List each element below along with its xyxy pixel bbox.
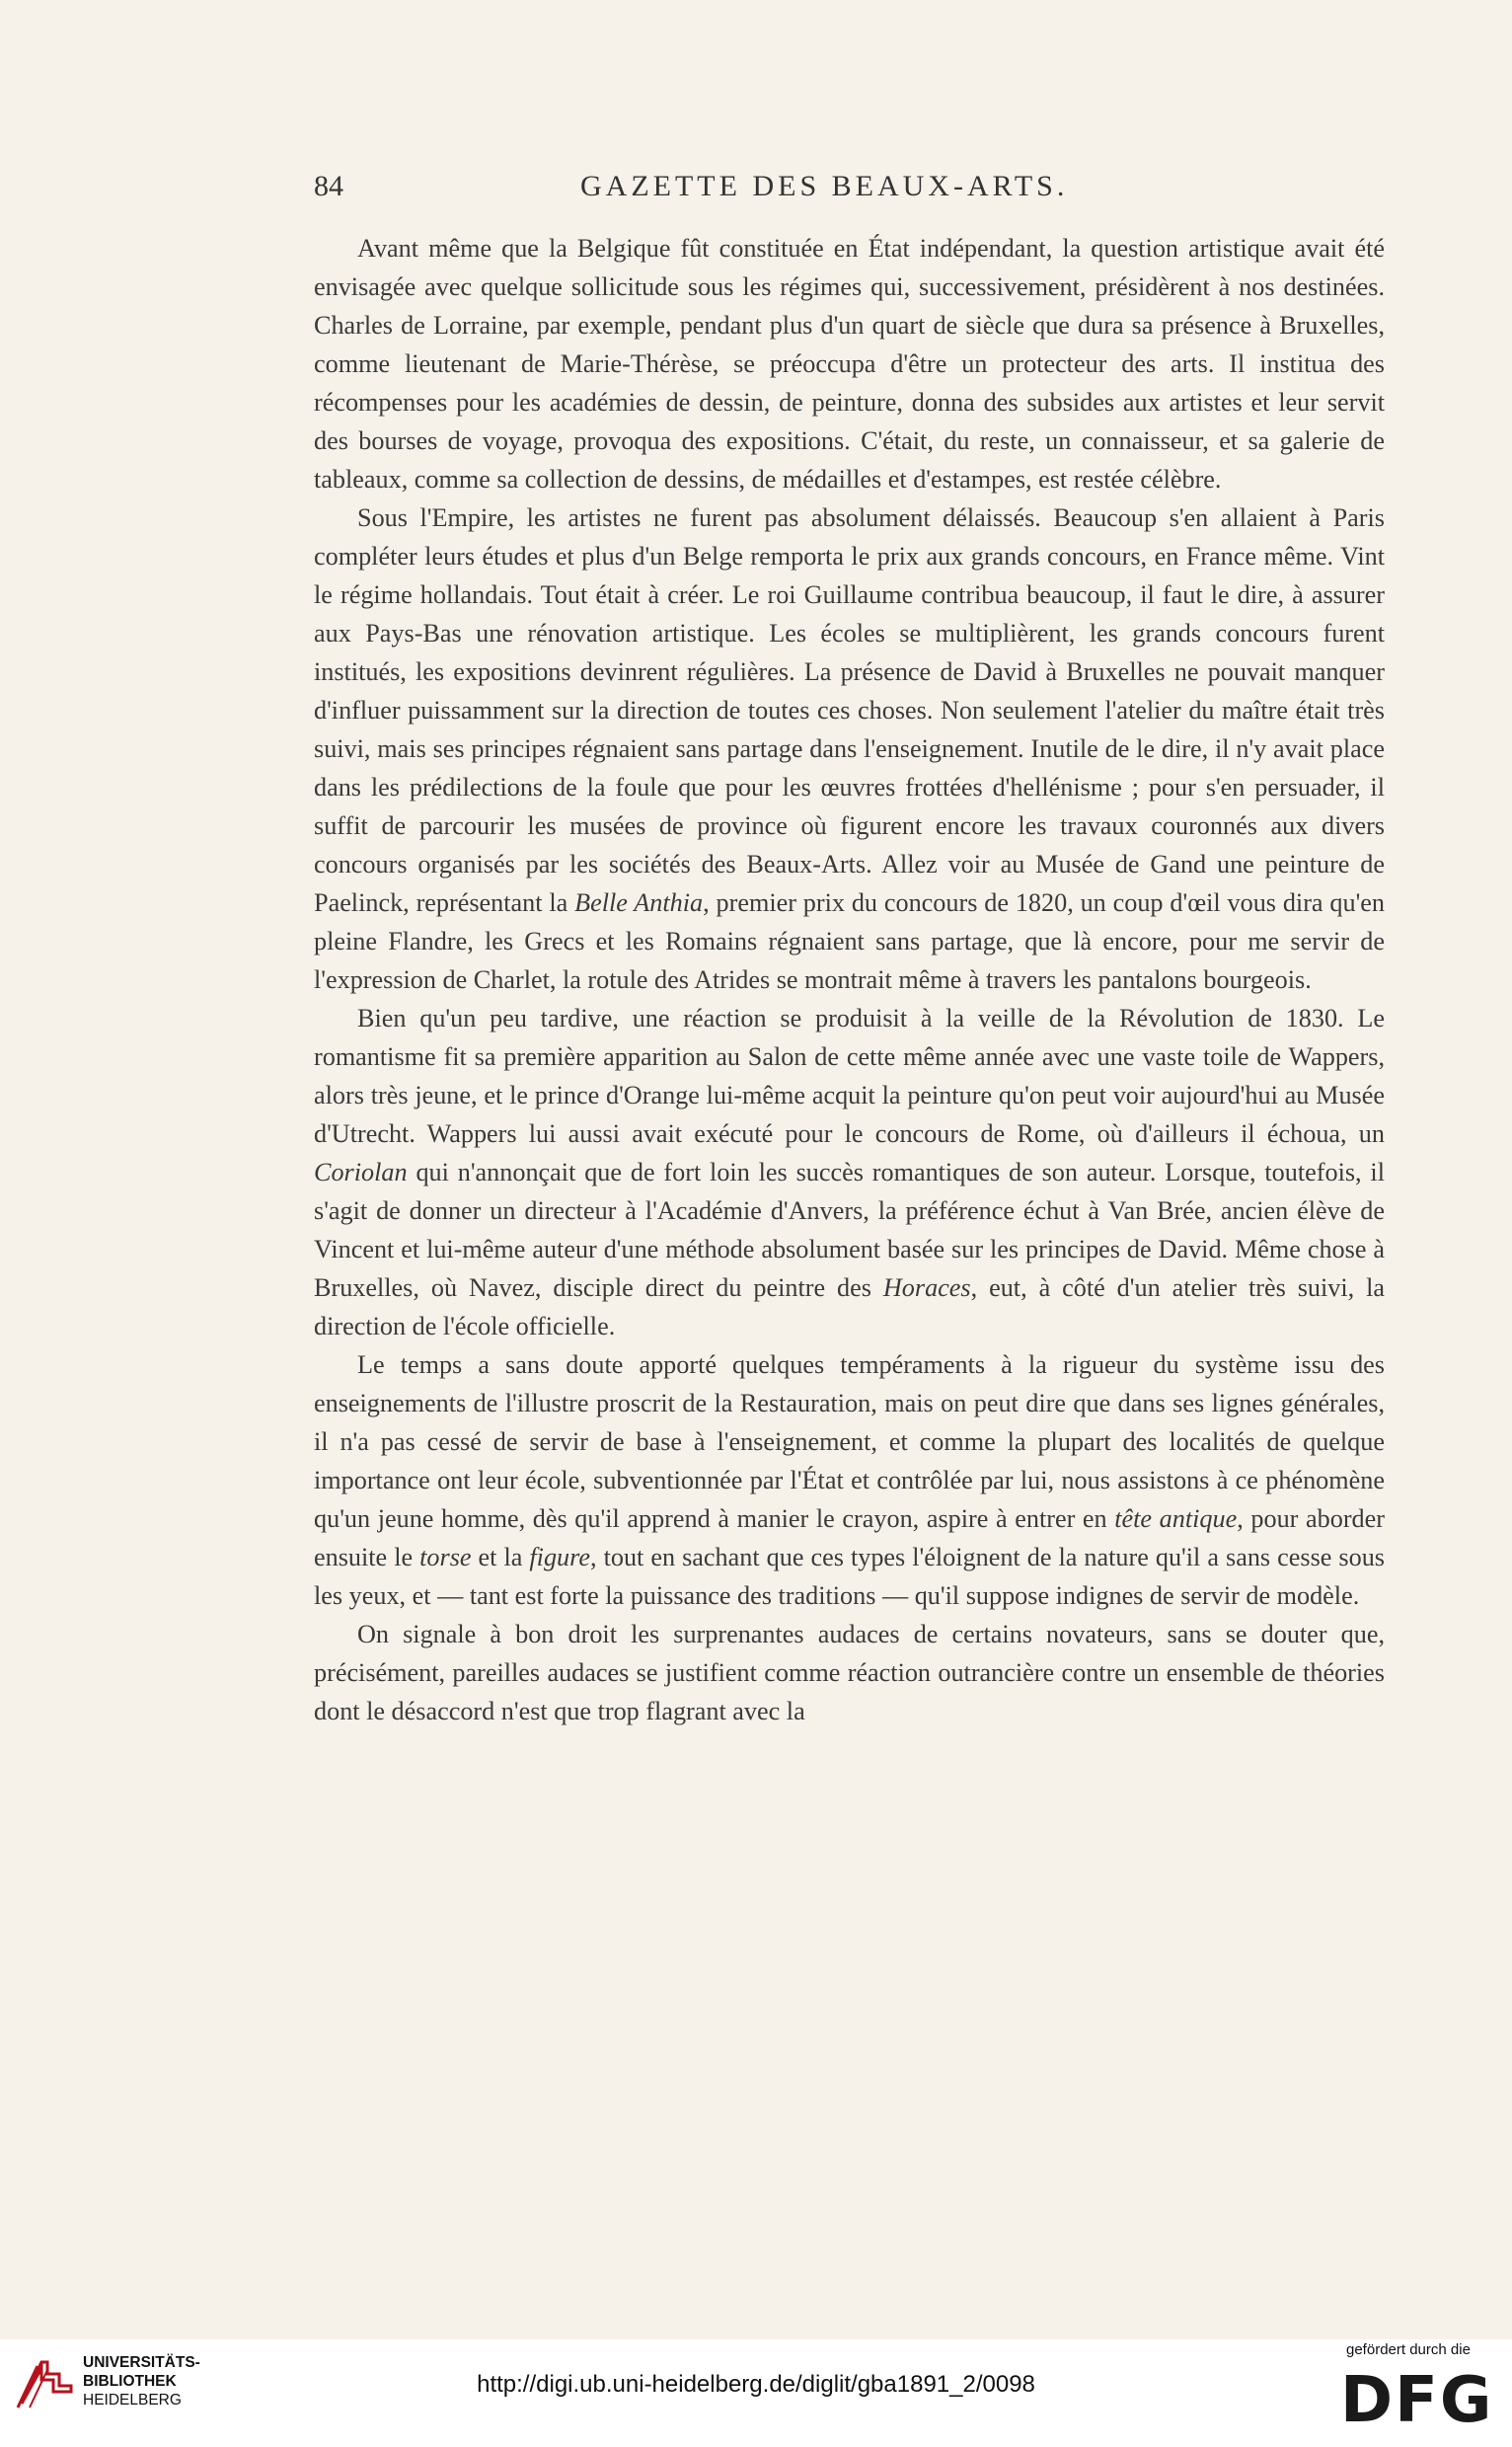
paragraph-3: Bien qu'un peu tardive, une réaction se produisit à la veille de la Révolution de 1830. Le romantisme fit sa première apparition au Salon de cette même année avec une vaste toile de Wappers, alors très jeune, et le prince d'Orange lui-même acquit la peinture qu'on peut voir aujourd'hui au Musée d'Utrecht. Wappers lui aussi avait exécuté pour le concours de Rome, où d'ailleurs il échoua, un Coriolan qui n'annonçait que de fort loin les succès romantiques de son auteur. Lorsque, toutefois, il s'agit de donner un directeur à l'Académie d'Anvers, la préférence échut à Van Brée, ancien élève de Vincent et lui-même auteur d'une méthode absolument basée sur les principes de David. Même chose à Bruxelles, où Navez, disciple direct du peintre des Horaces, eut, à côté d'un atelier très suivi, la direction de l'école officielle. bbox=[314, 1004, 1386, 1340]
italic-term: tête antique bbox=[1114, 1504, 1238, 1533]
paragraph-5: On signale à bon droit les surprenantes audaces de certains novateurs, sans se douter que, précisément, pareilles audaces se justifient comme réaction outrancière contre un ensemble de théories dont le désaccord n'est que trop flagrant avec la bbox=[314, 1620, 1385, 1725]
article-body bbox=[314, 229, 1385, 1730]
italic-term: figure bbox=[529, 1543, 590, 1571]
running-title: GAZETTE DES BEAUX-ARTS. bbox=[580, 170, 1069, 202]
library-name: UNIVERSITÄTS- BIBLIOTHEK HEIDELBERG bbox=[83, 2354, 200, 2409]
paragraph-4: Le temps a sans doute apporté quelques tempéraments à la rigueur du système issu des enseignements de l'illustre proscrit de la Restauration, mais on peut dire que dans ses lignes générales, il n'a pas cessé de servir de base à l'enseignement, et comme la plupart des localités de quelque importance ont leur école, subventionnée par l'État et contrôlée par lui, nous assistons à ce phénomène qu'un jeune homme, dès qu'il apprend à manier le crayon, aspire à entrer en tête antique, pour aborder ensuite le torse et la figure, tout en sachant que ces types l'éloignent de la nature qu'il a sans cesse sous les yeux, et — tant est forte la puissance des traditions — qu'il suppose indignes de servir de modèle. bbox=[314, 1350, 1385, 1610]
funding-caption: gefördert durch die bbox=[1346, 2341, 1471, 2358]
italic-title: Coriolan bbox=[314, 1158, 408, 1186]
page-number: 84 bbox=[314, 170, 343, 202]
permalink-url[interactable]: http://digi.ub.uni-heidelberg.de/diglit/gba1891_2/0098 bbox=[477, 2371, 1035, 2398]
italic-title: Belle Anthia bbox=[574, 888, 704, 917]
paragraph-1: Avant même que la Belgique fût constituée en État indépendant, la question artistique avait été envisagée avec quelque sollicitude sous les régimes qui, successivement, présidèrent à nos destinées. Charles de Lorraine, par exemple, pendant plus d'un quart de siècle que dura sa présence à Bruxelles, comme lieutenant de Marie-Thérèse, se préoccupa d'être un protecteur des arts. Il institua des récompenses pour les académies de dessin, de peinture, donna des subsides aux artistes et leur servit des bourses de voyage, provoqua des expositions. C'était, du reste, un connaisseur, et sa galerie de tableaux, comme sa collection de dessins, de médailles et d'estampes, est restée célèbre. bbox=[314, 234, 1385, 494]
italic-title: Horaces bbox=[882, 1273, 971, 1302]
italic-term: torse bbox=[419, 1543, 472, 1571]
paragraph-2: Sous l'Empire, les artistes ne furent pas absolument délaissés. Beaucoup s'en allaient à Paris compléter leurs études et plus d'un Belge remporta le prix aux grands concours, en France même. Vint le régime hollandais. Tout était à créer. Le roi Guillaume contribua beaucoup, il faut le dire, à assurer aux Pays-Bas une rénovation artistique. Les écoles se multiplièrent, les grands concours furent institués, les expositions devinrent régulières. La présence de David à Bruxelles ne pouvait manquer d'influer puissamment sur la direction de toutes ces choses. Non seulement l'atelier du maître était très suivi, mais ses principes régnaient sans partage dans l'enseignement. Inutile de le dire, il n'y avait place dans les prédilections de la foule que pour les œuvres frottées d'hellénisme ; pour s'en persuader, il suffit de parcourir les musées de province où figurent encore les travaux couronnés aux divers concours organisés par les sociétés des Beaux-Arts. Allez voir au Musée de Gand une peinture de Paelinck, représentant la Belle Anthia, premier prix du concours de 1820, un coup d'œil vous dira qu'en pleine Flandre, les Grecs et les Romains régnaient sans partage, que là encore, pour me servir de l'expression de Charlet, la rotule des Atrides se montrait même à travers les pantalons bourgeois. bbox=[314, 503, 1386, 994]
dfg-logo-icon: DFG bbox=[1340, 2364, 1494, 2437]
